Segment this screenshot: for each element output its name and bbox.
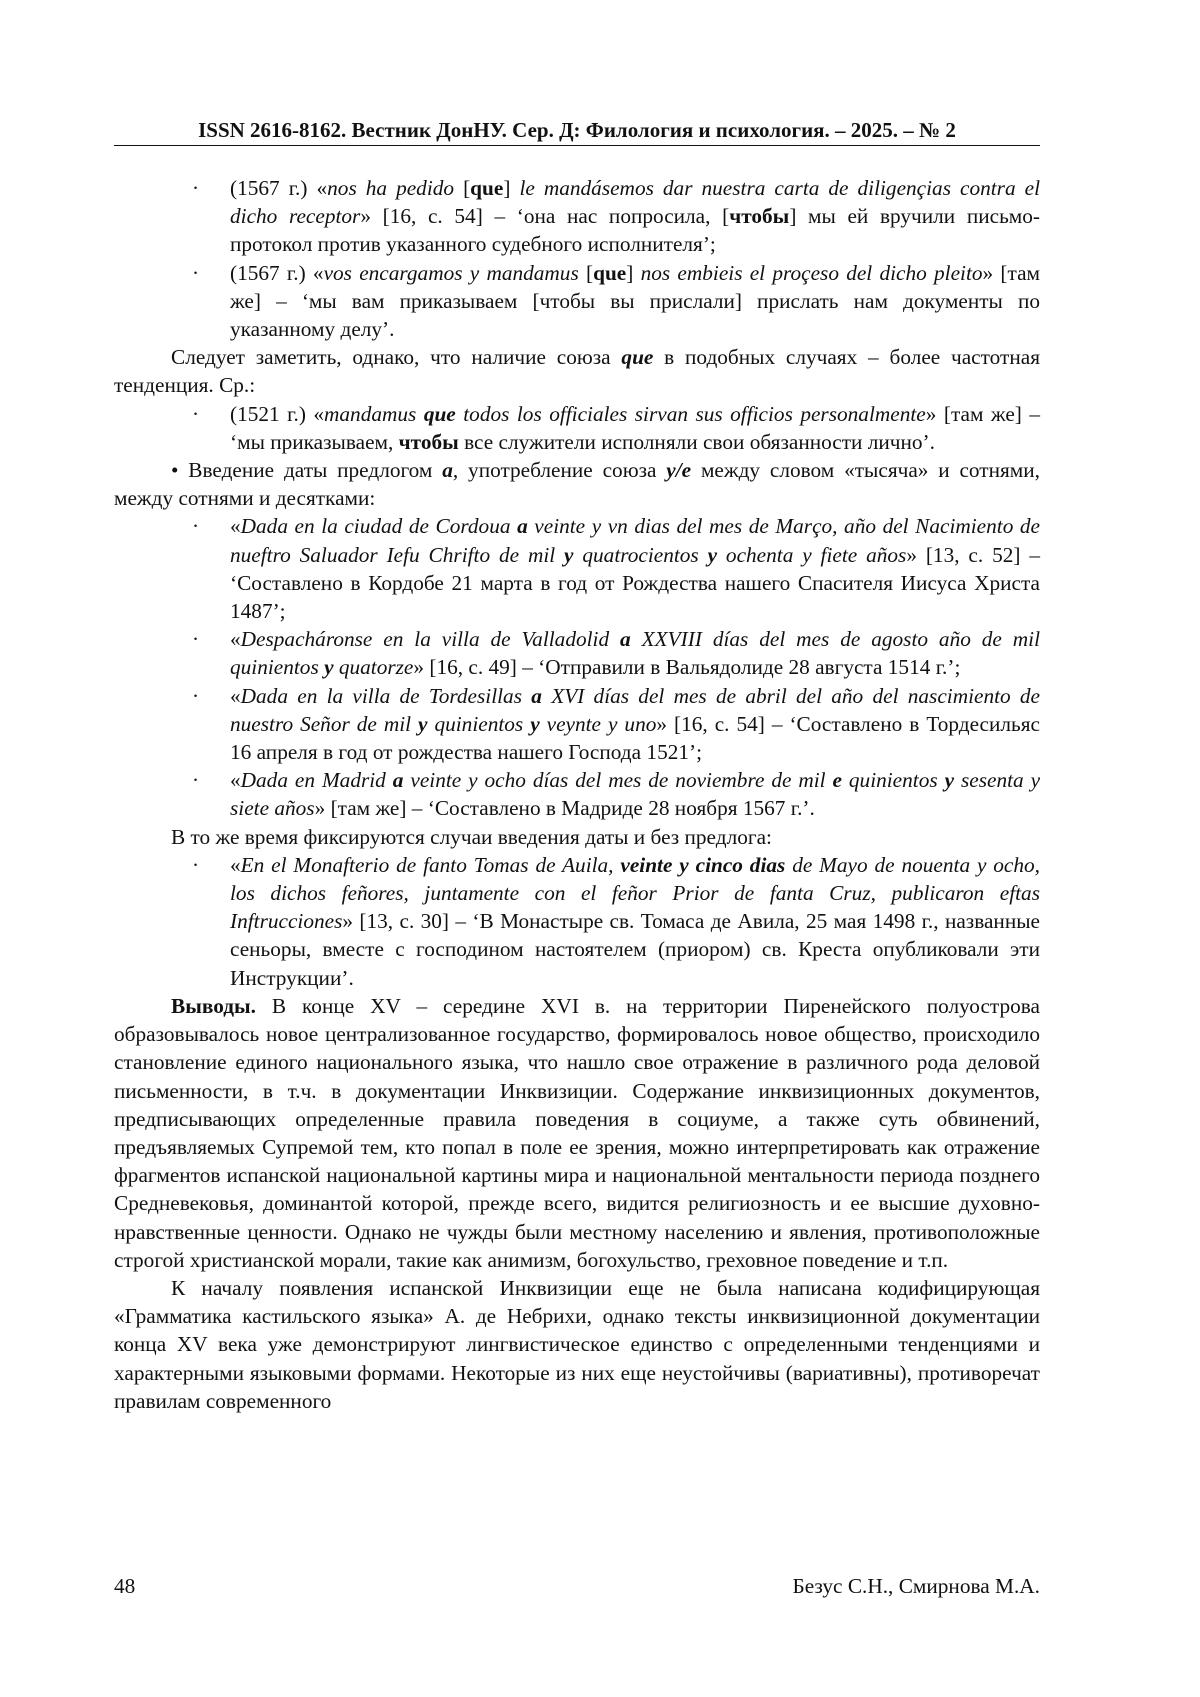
- list-item: · «En el Monafterio de fanto Tomas de Auila, veinte y cinco dias de Mayo de nouenta y ocho, los dichos feñores, juntamente con el feñor Prior de fanta Cruz, publicaron eftas Inftrucciones» [13, с. 30] – ‘В Монастыре св. Томаса де Авила, 25 мая 1498 г., названные сеньоры, вместе с господином настоятелем (приором) св. Креста опубликовали эти Инструкции’.: [230, 851, 1040, 992]
- example-list-3: [114, 512, 1040, 822]
- body-text: [114, 174, 1040, 1415]
- list-item: · «Dada en la ciudad de Cordoua a veinte y vn dias del mes de Março, año del Nacimiento de nueftro Saluador Iefu Chrifto de mil y quatrocientos y ochenta y fiete años» [13, с. 52] – ‘Составлено в Кордобе 21 марта в год от Рождества нашего Спасителя Иисуса Христа 1487’;: [230, 512, 1040, 625]
- running-header: ISSN 2616-8162. Вестник ДонНУ. Сер. Д: Филология и психология. – 2025. – № 2: [198, 118, 956, 142]
- paragraph: Следует заметить, однако, что наличие союза que в подобных случаях – более частотная тенденция. Ср.:: [114, 345, 1040, 398]
- list-item: · «Despacháronse en la villa de Valladolid a XXVIII días del mes de agosto año de mil quinientos y quatorze» [16, с. 49] – ‘Отправили в Вальядолиде 28 августа 1514 г.’;: [230, 625, 1040, 681]
- footer-authors: Безус С.Н., Смирнова М.А.: [792, 1574, 1040, 1598]
- page-number: 48: [114, 1574, 136, 1598]
- list-item: · (1567 г.) «nos ha pedido [que] le mandásemos dar nuestra carta de diligençias contra el dicho receptor» [16, с. 54] – ‘она нас попросила, [чтобы] мы ей вручили письмо-протокол против указанного судебного исполнителя’;: [230, 174, 1040, 259]
- conclusions-paragraph: Выводы. В конце XV – середине XVI в. на территории Пиренейского полуострова образовывалось новое централизованное государство, формировалось новое общество, происходило становление единого национального языка, что нашло свое отражение в различного рода деловой письменности, в т.ч. в документации Инквизиции. Содержание инквизиционных документов, предписывающих определенные правила поведения в социуме, а также суть обвинений, предъявляемых Супремой тем, кто попал в поле ее зрения, можно интерпретировать как отражение фрагментов испанской национальной картины мира и национальной ментальности периода позднего Средневековья, доминантой которой, прежде всего, видится религиозность и ее высшие духовно-нравственные ценности. Однако не чужды были местному населению и явления, противоположные строгой христианской морали, такие как анимизм, богохульство, греховное поведение и т.п.: [114, 993, 1040, 1272]
- list-item: · «Dada en Madrid a veinte y ocho días del mes de noviembre de mil e quinientos y sesenta y siete años» [там же] – ‘Составлено в Мадриде 28 ноября 1567 г.’.: [230, 766, 1040, 822]
- list-item: · (1521 г.) «mandamus que todos los officiales sirvan sus officios personalmente» [там же] – ‘мы приказываем, чтобы все служители исполняли свои обязанности лично’.: [230, 400, 1040, 456]
- paragraph: • Введение даты предлогом a, употребление союза y/e между словом «тысяча» и сотнями, между сотнями и десятками:: [114, 458, 1040, 511]
- conclusions-label: Выводы.: [171, 993, 256, 1018]
- example-list-4: [114, 851, 1040, 992]
- example-list-2: [114, 400, 1040, 456]
- header-rule: [114, 145, 1040, 146]
- paragraph: В то же время фиксируются случаи введения даты и без предлога:: [171, 824, 772, 849]
- example-list-1: [114, 174, 1040, 343]
- paragraph: К началу появления испанской Инквизиции еще не была написана кодифицирующая «Грамматика кастильского языка» А. де Небрихи, однако тексты инквизиционной документации конца XV века уже демонстрируют лингвистическое единство с определенными тенденциями и характерными языковыми формами. Некоторые из них еще неустойчивы (вариативны), противоречат правилам современного: [114, 1275, 1040, 1413]
- list-item: · «Dada en la villa de Tordesillas a XVI días del mes de abril del año del nascimiento de nuestro Señor de mil y quinientos y veynte y uno» [16, с. 54] – ‘Составлено в Тордесильяс 16 апреля в год от рождества нашего Господа 1521’;: [230, 682, 1040, 767]
- list-item: · (1567 г.) «vos encargamos y mandamus [que] nos embieis el proçeso del dicho pleito» [там же] – ‘мы вам приказываем [чтобы вы прислали] прислать нам документы по указанному делу’.: [230, 259, 1040, 344]
